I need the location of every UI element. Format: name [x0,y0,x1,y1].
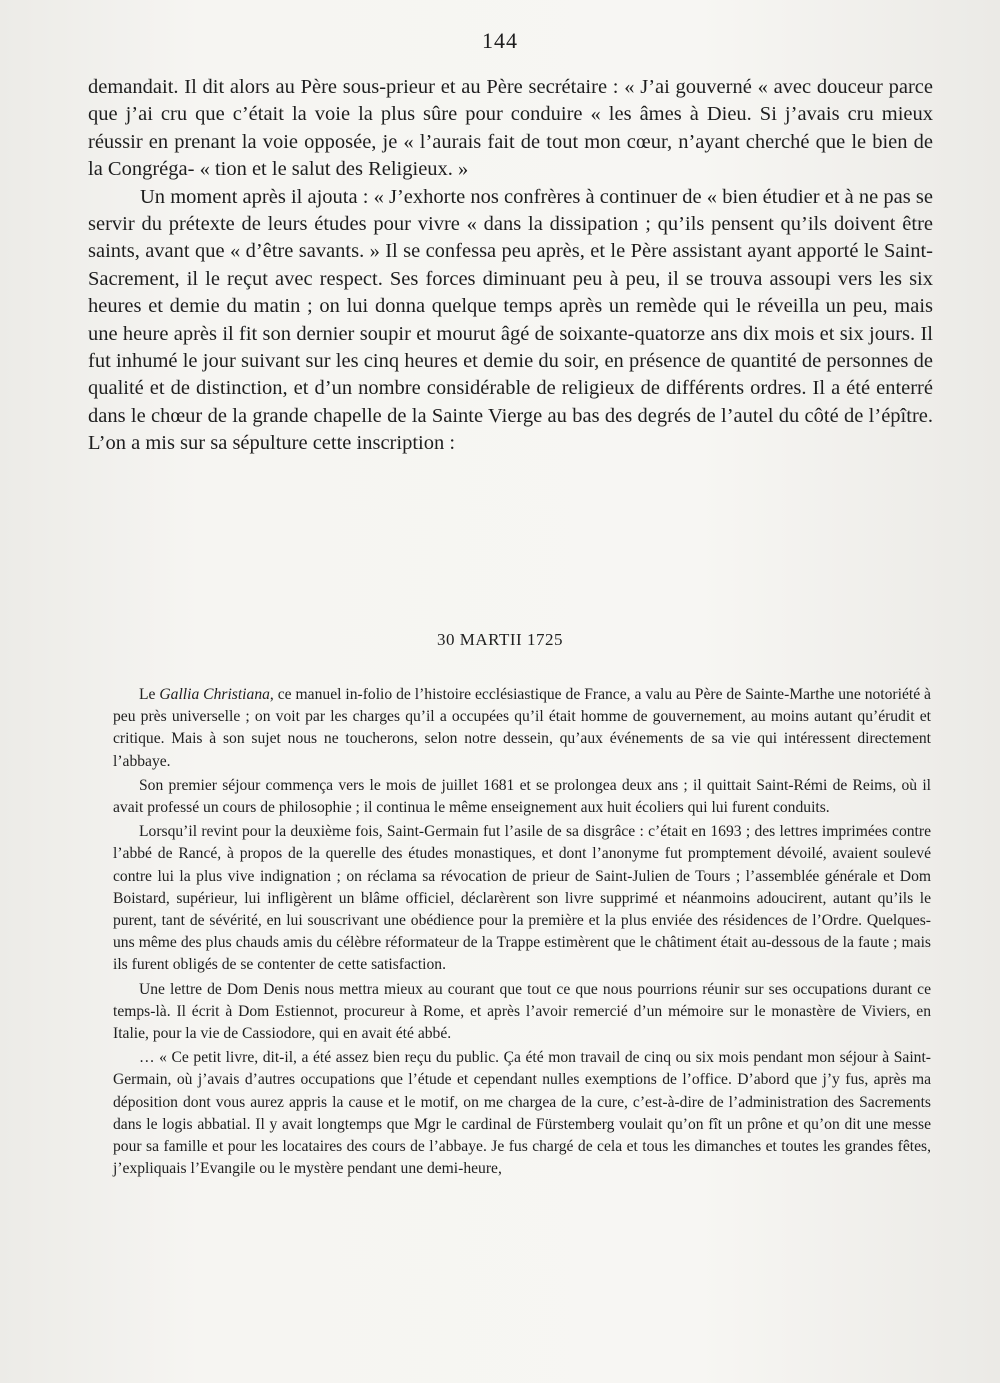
note-paragraph: Lorsqu’il revint pour la deuxième fois, Saint-Germain fut l’asile de sa disgrâce : c’était en 1693 ; des lettres imprimées contre l’abbé de Rancé, à propos de la querelle des études monastiques, et dont l’anonyme fut promptement dévoilé, avaient soulevé contre lui la plus vive indignation ; on réclama sa révocation de prieur de Saint-Julien de Tours ; l’assemblée générale et Dom Boistard, supérieur, lui infligèrent un blâme officiel, déclarèrent son livre supprimé et néanmoins adoucirent, autant qu’ils le purent, tant de sévérité, en lui souscrivant une obédience pour la première et la plus enviée des résidences de l’Ordre. Quelques-uns même des plus chauds amis du célèbre réformateur de la Trappe estimèrent que le châtiment était au-dessous de la faute ; mais ils furent obligés de se contenter de cette satisfaction. [113,823,931,974]
note-paragraph: … « Ce petit livre, dit-il, a été assez bien reçu du public. Ça été mon travail de cinq ou six mois pendant mon séjour à Saint-Germain, où j’avais d’autres occupations que l’étude et cependant nulles exemptions de l’office. D’abord que j’y fus, après ma déposition dont vous aurez appris la cause et le motif, on me chargea de la cure, c’est-à-dire de l’administration des Sacrements dans le logis abbatial. Il y avait longtemps que Mgr le cardinal de Fürstemberg voulait qu’on fît un prône et qu’on dit une messe pour sa famille et pour les locataires des cours de l’abbaye. Je fus chargé de cela et tous les dimanches et toutes les grandes fêtes, j’expliquais l’Evangile ou le mystère pendant une demi-heure, [113,1049,931,1178]
main-text [88,74,933,458]
note-paragraph: Une lettre de Dom Denis nous mettra mieux au courant que tout ce que nous pourrions réunir sur ses occupations durant ce temps-là. Il écrit à Dom Estiennot, procureur à Rome, et après l’avoir remercié d’un mémoire sur le monastère de Viviers, en Italie, pour la vie de Cassiodore, qui en avait été abbé. [113,980,931,1043]
main-paragraph: Un moment après il ajouta : « J’exhorte nos confrères à continuer de « bien étudier et à ne pas se servir du prétexte de leurs études pour vivre « dans la dissipation ; qu’ils pensent qu’ils doivent être saints, avant que « d’être savants. » Il se confessa peu après, et le Père assistant ayant apporté le Saint-Sacrement, il le reçut avec respect. Ses forces diminuant peu à peu, il se trouva assoupi vers les six heures et demie du matin ; on lui donna quelque temps après un remède qui le réveilla un peu, mais une heure après il fit son dernier soupir et mourut âgé de soixante-quatorze ans dix mois et six jours. Il fut inhumé le jour suivant sur les cinq heures et demie du soir, en présence de quantité de personnes de qualité et de distinction, et d’un nombre considérable de religieux de différents ordres. Il a été enterré dans le chœur de la grande chapelle de la Sainte Vierge au bas des degrés de l’autel du côté de l’épître. L’on a mis sur sa sépulture cette inscription : [88,185,933,455]
page-number: 144 [482,28,518,53]
note-paragraph: Son premier séjour commença vers le mois de juillet 1681 et se prolongea deux ans ; il quittait Saint-Rémi de Reims, où il avait professé un cours de philosophie ; il continua le même enseignement aux huit écoliers qui lui furent conduits. [113,776,931,817]
notes-section [113,684,931,1182]
inscription: 30 MARTII 1725 [437,630,563,649]
note-text: , ce manuel in-folio de l’histoire ecclésiastique de France, a valu au Père de Sainte-Marthe une notoriété à peu près universelle ; on voit par les charges qu’il a occupées qu’il était homme de gouvernement, au moins autant qu’érudit et critique. Mais à son sujet nous ne toucherons, selon notre dessein, qu’aux événements de sa vie qui intéressent directement l’abbaye. [113,686,931,770]
note-text: Le [139,686,160,703]
note-paragraph [113,684,931,773]
book-title: Gallia Christiana [159,686,270,703]
main-paragraph: demandait. Il dit alors au Père sous-prieur et au Père secrétaire : « J’ai gouverné « avec douceur parce que j’ai cru que c’était la voie la plus sûre pour conduire « les âmes à Dieu. Si j’avais cru mieux réussir en prenant la voie opposée, je « l’aurais fait de tout mon cœur, n’ayant cherché que le bien de la Congréga- « tion et le salut des Religieux. » [88,76,933,181]
